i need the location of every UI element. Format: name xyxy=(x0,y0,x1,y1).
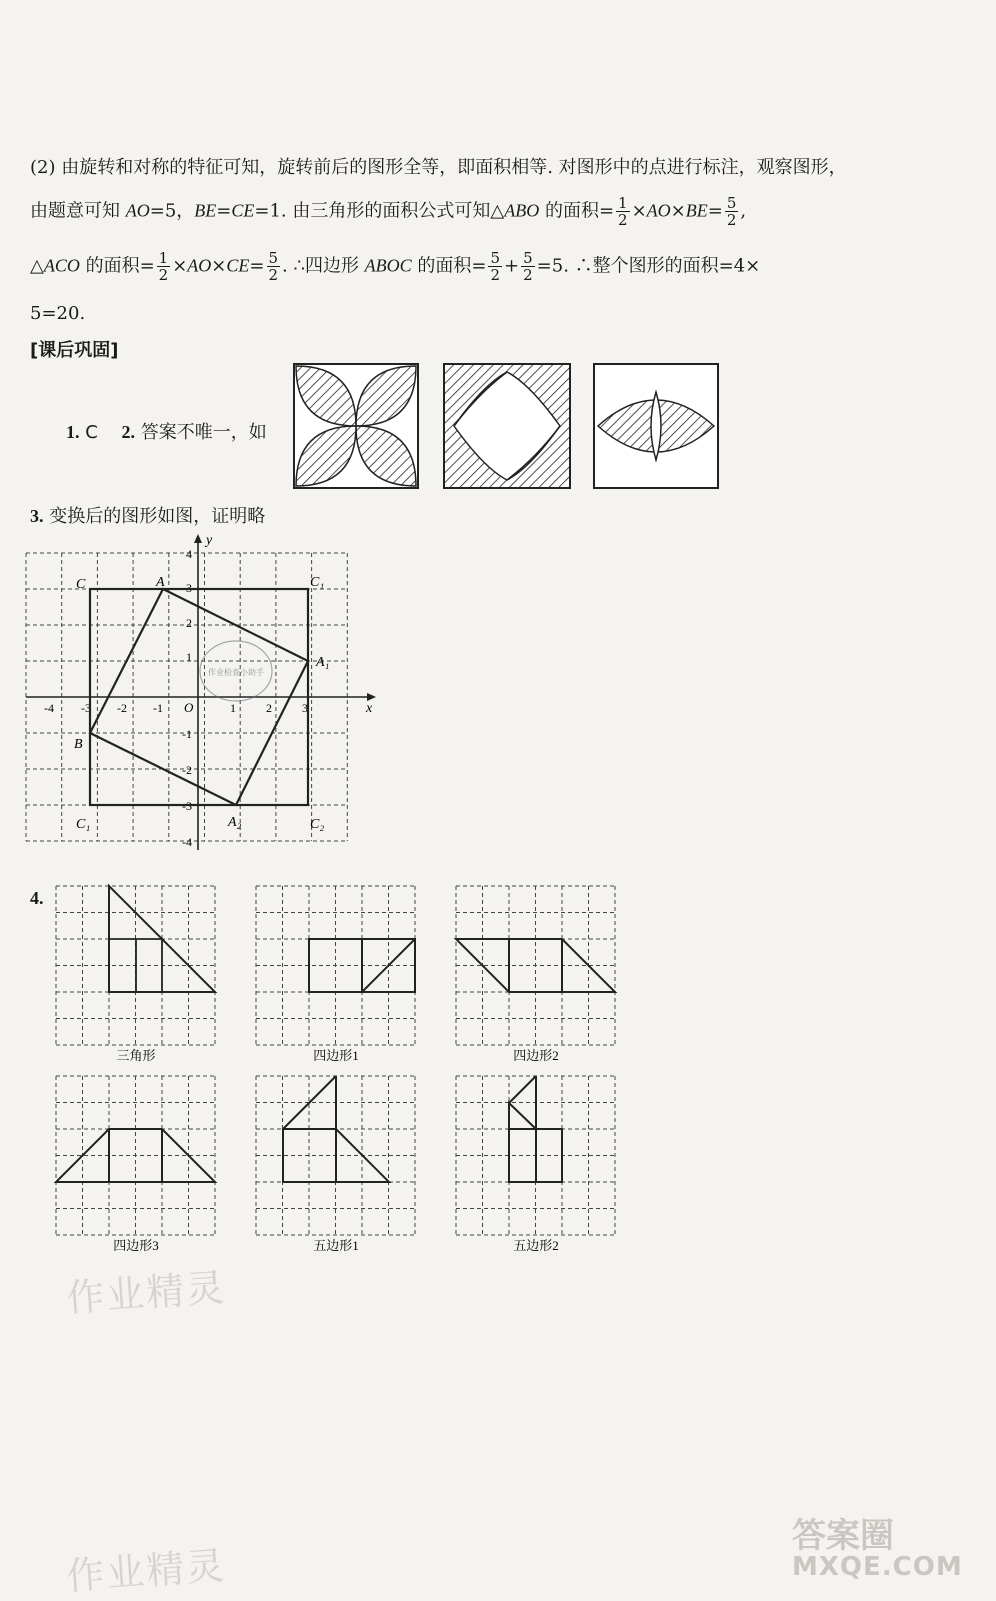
x-tick-label: -2 xyxy=(117,701,127,715)
numerator: 5 xyxy=(268,249,279,267)
q3-text xyxy=(30,502,265,528)
y-tick-label: -1 xyxy=(182,727,192,741)
text-run: × xyxy=(631,200,647,222)
text-run: 由题意可知 xyxy=(30,200,126,222)
var-CE: CE xyxy=(226,255,250,276)
watermark-site: MXQE.COM xyxy=(792,1552,963,1582)
caption-quad-2: 四边形2 xyxy=(513,1048,559,1063)
text-run: = xyxy=(707,200,723,222)
shape-pent-2 xyxy=(509,1076,562,1182)
q3-description: 变换后的图形如图，证明略 xyxy=(49,506,266,527)
point-label-C2: C₂ xyxy=(310,817,325,832)
part2-line-2: 由题意可知 AO=5，BE=CE=1. 由三角形的面积公式可知△ABO 的面积= $\frac{1}{2}$ ×AO×BE= $\frac{5}{2}$ , xyxy=(30,194,747,229)
numerator: 5 xyxy=(726,194,737,212)
fraction-five-halves xyxy=(267,250,281,283)
var-AO: AO xyxy=(125,200,150,221)
denominator: 2 xyxy=(490,266,501,284)
text-run: × xyxy=(670,200,686,222)
q1-number: 1. xyxy=(66,422,80,442)
text-run: △ xyxy=(30,255,44,277)
q2-text: 答案不唯一，如 xyxy=(140,422,267,443)
var-ABO: ABO xyxy=(504,200,540,221)
text-run: + xyxy=(504,255,520,277)
y-tick-label: 1 xyxy=(186,650,192,664)
caption-quad-3: 四边形3 xyxy=(113,1238,159,1253)
y-tick-label: 3 xyxy=(186,581,192,595)
caption-pent-2: 五边形2 xyxy=(513,1238,559,1253)
shape-pent-1 xyxy=(283,1076,389,1182)
watermark-text: 作业精灵 xyxy=(64,1265,228,1321)
grid-quad-1 xyxy=(256,886,415,1045)
y-tick-label: -2 xyxy=(182,763,192,777)
x-tick-label: -4 xyxy=(44,701,54,715)
q4-number-text: 4. xyxy=(30,888,44,908)
q3-number: 3. xyxy=(30,506,44,526)
point-label-B: B xyxy=(74,737,83,752)
numerator: 1 xyxy=(618,194,628,212)
text-run: × xyxy=(211,255,227,277)
var-AO: AO xyxy=(646,200,671,221)
q1-choice: C xyxy=(85,422,98,443)
point-label-A1: A₁ xyxy=(316,655,330,670)
caption-quad-1: 四边形1 xyxy=(313,1048,359,1063)
text-run: =1. 由三角形的面积公式可知△ xyxy=(254,200,505,222)
grid-quad-2 xyxy=(456,886,615,1045)
denominator: 2 xyxy=(726,211,737,229)
text-run: = xyxy=(249,255,265,277)
var-ACO: ACO xyxy=(43,255,80,276)
y-tick-label: 4 xyxy=(186,547,192,561)
text-run: × xyxy=(172,255,188,277)
fraction-five-halves xyxy=(725,195,739,228)
watermark-logo: 答案圈 xyxy=(792,1516,894,1556)
caption-pent-1: 五边形1 xyxy=(313,1238,359,1253)
text-run: . ∴四边形 xyxy=(282,255,365,277)
x-axis-label: x xyxy=(366,701,373,716)
text-run: = xyxy=(216,200,232,222)
text-run: 的面积= xyxy=(79,255,155,277)
denominator: 2 xyxy=(158,266,169,284)
stamp-text: 作业检查小助手 xyxy=(208,668,264,677)
fraction-five-halves xyxy=(521,250,535,283)
fraction-five-halves xyxy=(488,250,502,283)
y-tick-label: 2 xyxy=(186,616,192,630)
q2-figure-petals xyxy=(294,364,418,488)
numerator: 5 xyxy=(490,249,501,267)
q2-number: 2. xyxy=(121,422,136,442)
caption-triangle: 三角形 xyxy=(116,1048,156,1063)
q2-figures xyxy=(290,360,730,492)
grid-quad-3 xyxy=(56,1076,215,1235)
q1-answer xyxy=(66,418,267,444)
var-AO: AO xyxy=(187,255,212,276)
denominator: 2 xyxy=(523,266,533,284)
fraction-half xyxy=(616,195,630,228)
var-BE: BE xyxy=(685,200,708,221)
origin-label: O xyxy=(184,700,194,715)
y-axis-arrow-icon xyxy=(194,534,202,543)
fraction-half xyxy=(157,250,171,283)
y-tick-label: -4 xyxy=(182,835,192,849)
text-run: =5， xyxy=(149,200,195,222)
x-tick-label: -1 xyxy=(153,701,163,715)
part2-line-1: (2) 由旋转和对称的特征可知，旋转前后的图形全等，即面积相等. 对图形中的点进行标注，观察图形， xyxy=(30,157,847,178)
q2-figure-eye xyxy=(594,364,718,488)
x-tick-label: -3 xyxy=(81,701,91,715)
section-title: [课后巩固] xyxy=(30,340,119,361)
x-tick-label: 3 xyxy=(302,701,308,715)
q3-coordinate-graph xyxy=(20,528,390,858)
q4-number xyxy=(30,888,44,909)
x-tick-label: 2 xyxy=(266,701,272,715)
x-axis-arrow-icon xyxy=(367,693,376,701)
x-tick-label: 1 xyxy=(230,701,236,715)
numerator: 5 xyxy=(523,249,533,267)
point-label-C1-bottom: C₁ xyxy=(76,817,91,832)
point-label-C1: C₁ xyxy=(310,575,325,590)
watermark-text: 作业精灵 xyxy=(64,1543,228,1599)
var-CE: CE xyxy=(231,200,255,221)
text-run: 的面积= xyxy=(411,255,487,277)
stamp-watermark xyxy=(200,641,272,701)
part2-line-4: 5=20. xyxy=(30,303,86,324)
text-run: =5. ∴整个图形的面积=4× xyxy=(536,255,761,277)
part2-line-3 xyxy=(30,250,970,283)
denominator: 2 xyxy=(268,266,279,284)
y-tick-label: -3 xyxy=(182,799,192,813)
q4-figures xyxy=(50,880,630,1260)
denominator: 2 xyxy=(618,211,628,229)
q2-figure-star xyxy=(444,364,570,488)
text-run: 的面积= xyxy=(539,200,615,222)
var-ABOC: ABOC xyxy=(364,255,412,276)
point-label-A2: A₂ xyxy=(228,815,242,830)
numerator: 1 xyxy=(158,249,169,267)
point-label-C: C xyxy=(76,577,86,592)
var-BE: BE xyxy=(194,200,217,221)
y-axis-label: y xyxy=(206,533,213,548)
point-label-A: A xyxy=(156,575,165,590)
